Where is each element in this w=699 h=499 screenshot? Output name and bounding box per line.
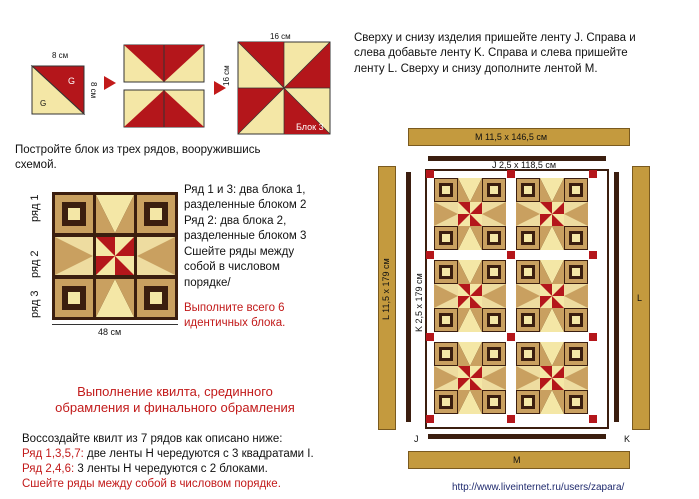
quilt-block (516, 178, 588, 250)
cornerstone (507, 415, 515, 423)
cornerstone (426, 333, 434, 341)
watermark-url: http://www.liveinternet.ru/users/zapara/ (452, 482, 625, 493)
strip-l-right (632, 166, 650, 430)
block-width-48-label: 48 см (98, 327, 122, 337)
step2-desc-6: собой в числовом (184, 261, 280, 273)
strip-l-left-label: L 11,5 x 179 см (381, 258, 391, 320)
strip-k-bottom-label: K (624, 434, 631, 444)
section-heading-1: Выполнение квилта, срединного (77, 384, 273, 399)
step3-final: Сшейте ряды между собой в числовом порядке. (22, 478, 281, 490)
cornerstone (507, 170, 515, 178)
step2-desc-2: разделенные блоком 2 (184, 199, 307, 211)
odd-rows-label: Ряд 1,3,5,7: (22, 448, 84, 460)
right-text-1: Сверху и снизу изделия пришейте ленту J. Справа и (354, 32, 636, 44)
strip-m-bottom-label: M (513, 455, 521, 465)
cornerstone (589, 415, 597, 423)
pair-unit-bottom (124, 90, 204, 127)
strip-m-top-label: M 11,5 x 146,5 см (475, 132, 548, 142)
right-text-2: слева добавьте ленту K. Справа и слева пришейте (354, 47, 628, 59)
step3-intro: Воссоздайте квилт из 7 рядов как описано ниже: (22, 433, 283, 445)
strip-k-label: K 2,5 x 179 см (414, 273, 424, 332)
quilt-block-diagram (52, 192, 178, 320)
cornerstone (426, 251, 434, 259)
triangle-label-g-top: G (68, 76, 76, 86)
block-3-caption: Блок 3 (296, 122, 324, 132)
cornerstone (589, 251, 597, 259)
pair-unit-top (124, 45, 204, 82)
step2-desc-7: порядке/ (184, 277, 231, 289)
strip-m-top (408, 128, 630, 146)
cornerstone (426, 415, 434, 423)
strip-m-bottom (408, 451, 630, 469)
triangle-height-label: 8 см (89, 82, 98, 99)
block-width-label: 16 см (270, 32, 291, 41)
strip-l-right-label: L (637, 293, 643, 303)
triangle-label-g-bottom: G (40, 99, 47, 108)
cornerstone (589, 333, 597, 341)
block-height-label: 16 см (222, 65, 231, 86)
row-1-label: ряд 1 (29, 194, 41, 222)
even-rows-label: Ряд 2,4,6: (22, 463, 75, 475)
block-3-pinwheel (238, 42, 330, 134)
quilt-block (434, 342, 506, 414)
step2-note-2: идентичных блока. (184, 317, 286, 329)
quilt-block (434, 260, 506, 332)
step2-desc-5: Сшейте ряды между (184, 246, 295, 258)
strip-j-label: J 2,5 x 118,5 см (492, 160, 557, 170)
step2-desc-3: Ряд 2: два блока 2, (184, 215, 287, 227)
instructions-line-2: схемой. (15, 159, 57, 171)
strip-j-bottom-label: J (414, 434, 419, 444)
cornerstone (426, 170, 434, 178)
half-square-triangle-diagram (28, 48, 98, 118)
triangle-width-label: 8 см (52, 51, 69, 60)
arrow-right-icon (104, 76, 116, 90)
section-heading-2: обрамления и финального обрамления (55, 400, 295, 415)
right-text-3: ленту L. Сверху и снизу дополните лентой M. (354, 63, 598, 75)
quilt-block (434, 178, 506, 250)
strip-k-right (614, 172, 619, 422)
cornerstone (507, 333, 515, 341)
strip-k-left (406, 172, 411, 422)
row-2-label: ряд 2 (29, 250, 41, 278)
quilt-block (516, 260, 588, 332)
cornerstone (589, 170, 597, 178)
step2-desc-1: Ряд 1 и 3: два блока 1, (184, 184, 306, 196)
even-rows-text: 3 ленты H чередуются с 2 блоками. (74, 463, 268, 475)
instructions-line-1: Постройте блок из трех рядов, вооружившись (15, 144, 261, 156)
odd-rows-text: две ленты H чередуются с 3 квадратами I. (83, 448, 314, 460)
row-3-label: ряд 3 (29, 290, 41, 318)
strip-j-bottom (428, 434, 606, 439)
quilt-block (516, 342, 588, 414)
step3-even-rows (22, 462, 268, 477)
step3-odd-rows (22, 447, 314, 462)
quilt-layout-diagram (426, 170, 608, 428)
step2-note-1: Выполните всего 6 (184, 302, 285, 314)
step2-desc-4: разделенные блоком 3 (184, 230, 307, 242)
width-dimension-line (52, 324, 178, 325)
cornerstone (507, 251, 515, 259)
